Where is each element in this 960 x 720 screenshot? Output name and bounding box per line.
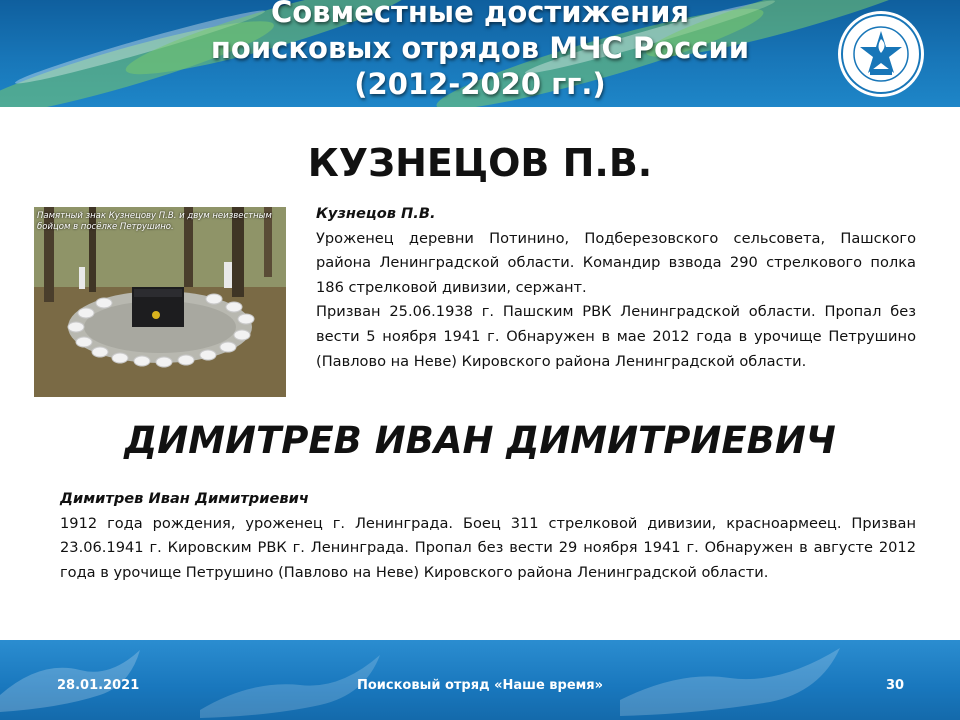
photo-caption: Памятный знак Кузнецову П.В. и двум неизвестным бойцом в посёлке Петрушино. xyxy=(37,211,272,232)
page-number: 30 xyxy=(886,678,905,693)
header-title-line: (2012-2020 гг.) xyxy=(354,67,606,101)
bio-name: Кузнецов П.В. xyxy=(316,205,436,222)
header-title-line: поисковых отрядов МЧС России xyxy=(210,31,750,65)
bio-kuznetsov xyxy=(316,202,916,374)
memorial-photo xyxy=(34,207,286,397)
section-title-kuznetsov: КУЗНЕЦОВ П.В. xyxy=(307,141,653,185)
slide-header xyxy=(0,0,960,107)
bio-paragraph: 1912 года рождения, уроженец г. Ленинграда. Боец 311 стрелковой дивизии, красноармеец. Призван 23.06.1941 г. Кировским РВК г. Ленинграда. Пропал без вести 29 ноября 1941 г. Обнаружен в августе 2012 года в урочище Петрушино (Павлово на Неве) Кировского района Ленинградской области. xyxy=(60,514,916,581)
section-title-dimitrev: ДИМИТРЕВ ИВАН ДИМИТРИЕВИЧ xyxy=(124,419,836,462)
search-team-emblem-icon xyxy=(836,9,926,99)
bio-dimitrev xyxy=(60,487,916,585)
bio-paragraph: Уроженец деревни Потинино, Подберезовского сельсовета, Пашского района Ленинградской области. Командир взвода 290 стрелкового полка 186 стрелковой дивизии, сержант. xyxy=(316,229,916,296)
slide-footer xyxy=(0,640,960,720)
bio-name: Димитрев Иван Димитриевич xyxy=(60,490,309,507)
footer-date: 28.01.2021 xyxy=(57,678,140,693)
memorial-photo-image xyxy=(34,207,286,397)
bio-paragraph: Призван 25.06.1938 г. Пашским РВК Ленинградской области. Пропал без вести 5 ноября 1941 г. Обнаружен в мае 2012 года в урочище Петрушино (Павлово на Неве) Кировского района Ленинградской области. xyxy=(316,303,916,370)
header-title xyxy=(150,0,810,102)
header-title-line: Совместные достижения xyxy=(270,0,690,29)
footer-organization: Поисковый отряд «Наше время» xyxy=(356,678,604,693)
